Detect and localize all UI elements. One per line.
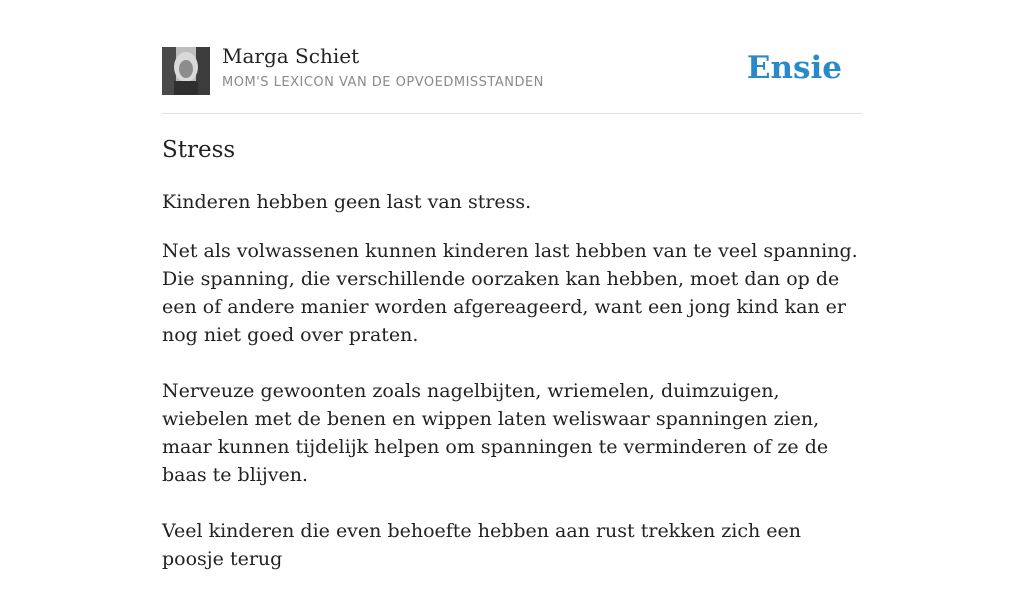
- author-name[interactable]: Marga Schiet: [222, 44, 360, 68]
- lexicon-subtitle[interactable]: MOM'S LEXICON VAN DE OPVOEDMISSTANDEN: [222, 75, 544, 90]
- content-container: [162, 0, 862, 570]
- article-paragraph: Net als volwassenen kunnen kinderen last hebben van te veel spanning. Die spanning, die verschillende oorzaken kan hebben, moet dan op de een of andere manier worden afgereageerd, want een jong kind kan er nog niet goed over praten.: [162, 240, 858, 346]
- article-body: [162, 237, 862, 601]
- article-title: Stress: [162, 137, 236, 163]
- avatar-photo: [162, 47, 210, 95]
- article-paragraph: Nerveuze gewoonten zoals nagelbijten, wriemelen, duimzuigen, wiebelen met de benen en wippen laten weliswaar spanningen zien, maar kunnen tijdelijk helpen om spanningen te verminderen of ze de baas te blijven.: [162, 380, 829, 486]
- article-paragraph: Veel kinderen die even behoefte hebben aan rust trekken zich een poosje terug: [162, 520, 801, 570]
- header: [162, 0, 862, 114]
- avatar[interactable]: [162, 47, 210, 95]
- brand-logo[interactable]: Ensie: [746, 50, 842, 86]
- article-intro: Kinderen hebben geen last van stress.: [162, 191, 532, 213]
